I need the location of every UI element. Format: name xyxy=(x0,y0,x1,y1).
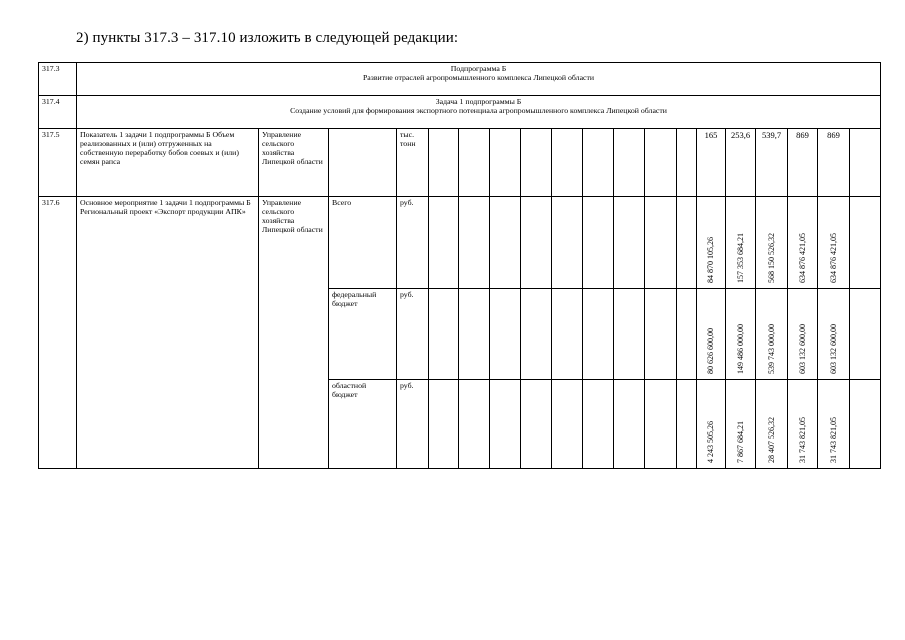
table-row xyxy=(39,129,881,197)
row-number: 317.4 xyxy=(39,96,77,129)
value-text: 634 876 421,05 xyxy=(828,233,838,284)
empty-cell xyxy=(614,380,645,469)
value-text: 84 870 105,26 xyxy=(706,237,716,284)
source-cell: федеральный бюджет xyxy=(329,289,397,380)
value-cell xyxy=(788,197,818,289)
table-row xyxy=(39,96,881,129)
empty-cell xyxy=(583,380,614,469)
empty-cell xyxy=(490,197,521,289)
value-text: 149 486 000,00 xyxy=(735,324,745,375)
empty-cell xyxy=(429,289,459,380)
value-cell: 253,6 xyxy=(726,129,756,197)
value-cell xyxy=(756,289,788,380)
unit-cell: руб. xyxy=(397,380,429,469)
empty-cell xyxy=(614,197,645,289)
source-cell xyxy=(329,129,397,197)
value-text: 539 743 000,00 xyxy=(766,324,776,375)
source-cell: Всего xyxy=(329,197,397,289)
empty-cell xyxy=(521,289,552,380)
value-text: 603 132 600,00 xyxy=(828,324,838,375)
unit-cell: руб. xyxy=(397,289,429,380)
empty-cell xyxy=(459,197,490,289)
empty-cell xyxy=(521,197,552,289)
value-text: 28 407 526,32 xyxy=(766,417,776,464)
value-cell xyxy=(697,197,726,289)
empty-cell xyxy=(521,129,552,197)
value-text: 4 243 505,26 xyxy=(706,421,716,464)
subprogram-title: Подпрограмма Б xyxy=(450,64,507,73)
unit-cell: руб. xyxy=(397,197,429,289)
empty-cell xyxy=(583,289,614,380)
empty-cell xyxy=(552,129,583,197)
empty-cell xyxy=(459,380,490,469)
executor-cell: Управление сельского хозяйства Липецкой области xyxy=(259,197,329,469)
subprogram-description: Развитие отраслей агропромышленного комплекса Липецкой области xyxy=(362,72,595,82)
empty-cell xyxy=(677,197,697,289)
empty-cell xyxy=(850,289,881,380)
value-text: 80 626 600,00 xyxy=(706,328,716,375)
task-title: Задача 1 подпрограммы Б xyxy=(435,97,522,106)
value-cell xyxy=(756,380,788,469)
value-cell xyxy=(726,380,756,469)
value-cell xyxy=(818,197,850,289)
empty-cell xyxy=(521,380,552,469)
value-text: 634 876 421,05 xyxy=(797,233,807,284)
value-text: 31 743 821,05 xyxy=(828,417,838,464)
empty-cell xyxy=(583,197,614,289)
value-text: 157 353 684,21 xyxy=(735,233,745,284)
value-text: 603 132 600,00 xyxy=(797,324,807,375)
empty-cell xyxy=(552,289,583,380)
value-cell xyxy=(818,380,850,469)
document-heading: 2) пункты 317.3 – 317.10 изложить в следующей редакции: xyxy=(76,30,459,46)
empty-cell xyxy=(677,380,697,469)
empty-cell xyxy=(614,129,645,197)
table-row xyxy=(39,63,881,96)
row-number: 317.3 xyxy=(39,63,77,96)
value-cell xyxy=(756,197,788,289)
empty-cell xyxy=(459,289,490,380)
empty-cell xyxy=(490,289,521,380)
empty-cell xyxy=(645,380,677,469)
value-text: 7 867 684,21 xyxy=(735,421,745,464)
row-number: 317.6 xyxy=(39,197,77,469)
empty-cell xyxy=(850,380,881,469)
task-description: Создание условий для формирования экспортного потенциала агропромышленного комплекса Липецкой области xyxy=(290,105,667,115)
empty-cell xyxy=(645,197,677,289)
value-text: 31 743 821,05 xyxy=(797,417,807,464)
activity-name: Основное мероприятие 1 задачи 1 подпрограммы Б Региональный проект «Экспорт продукции АПК» xyxy=(77,197,259,469)
value-cell xyxy=(726,289,756,380)
empty-cell xyxy=(677,129,697,197)
value-cell: 869 xyxy=(818,129,850,197)
empty-cell xyxy=(490,129,521,197)
empty-cell xyxy=(552,380,583,469)
indicator-name: Показатель 1 задачи 1 подпрограммы Б Объем реализованных и (или) отгруженных на собственную переработку бобов соевых и (или) семян рапса xyxy=(77,129,259,197)
empty-cell xyxy=(614,289,645,380)
empty-cell xyxy=(645,289,677,380)
empty-cell xyxy=(429,380,459,469)
section-title-cell xyxy=(77,96,881,129)
empty-cell xyxy=(490,380,521,469)
empty-cell xyxy=(459,129,490,197)
empty-cell xyxy=(583,129,614,197)
value-cell xyxy=(788,289,818,380)
value-cell: 539,7 xyxy=(756,129,788,197)
empty-cell xyxy=(429,129,459,197)
program-table xyxy=(38,62,881,469)
value-cell xyxy=(818,289,850,380)
value-cell xyxy=(788,380,818,469)
unit-cell: тыс. тонн xyxy=(397,129,429,197)
table-row xyxy=(39,197,881,289)
empty-cell xyxy=(677,289,697,380)
value-cell: 165 xyxy=(697,129,726,197)
row-number: 317.5 xyxy=(39,129,77,197)
value-cell: 869 xyxy=(788,129,818,197)
value-text: 568 150 526,32 xyxy=(766,233,776,284)
empty-cell xyxy=(429,197,459,289)
value-cell xyxy=(726,197,756,289)
source-cell: областной бюджет xyxy=(329,380,397,469)
empty-cell xyxy=(850,129,881,197)
empty-cell xyxy=(850,197,881,289)
executor-cell: Управление сельского хозяйства Липецкой области xyxy=(259,129,329,197)
value-cell xyxy=(697,380,726,469)
empty-cell xyxy=(552,197,583,289)
section-title-cell xyxy=(77,63,881,96)
value-cell xyxy=(697,289,726,380)
empty-cell xyxy=(645,129,677,197)
